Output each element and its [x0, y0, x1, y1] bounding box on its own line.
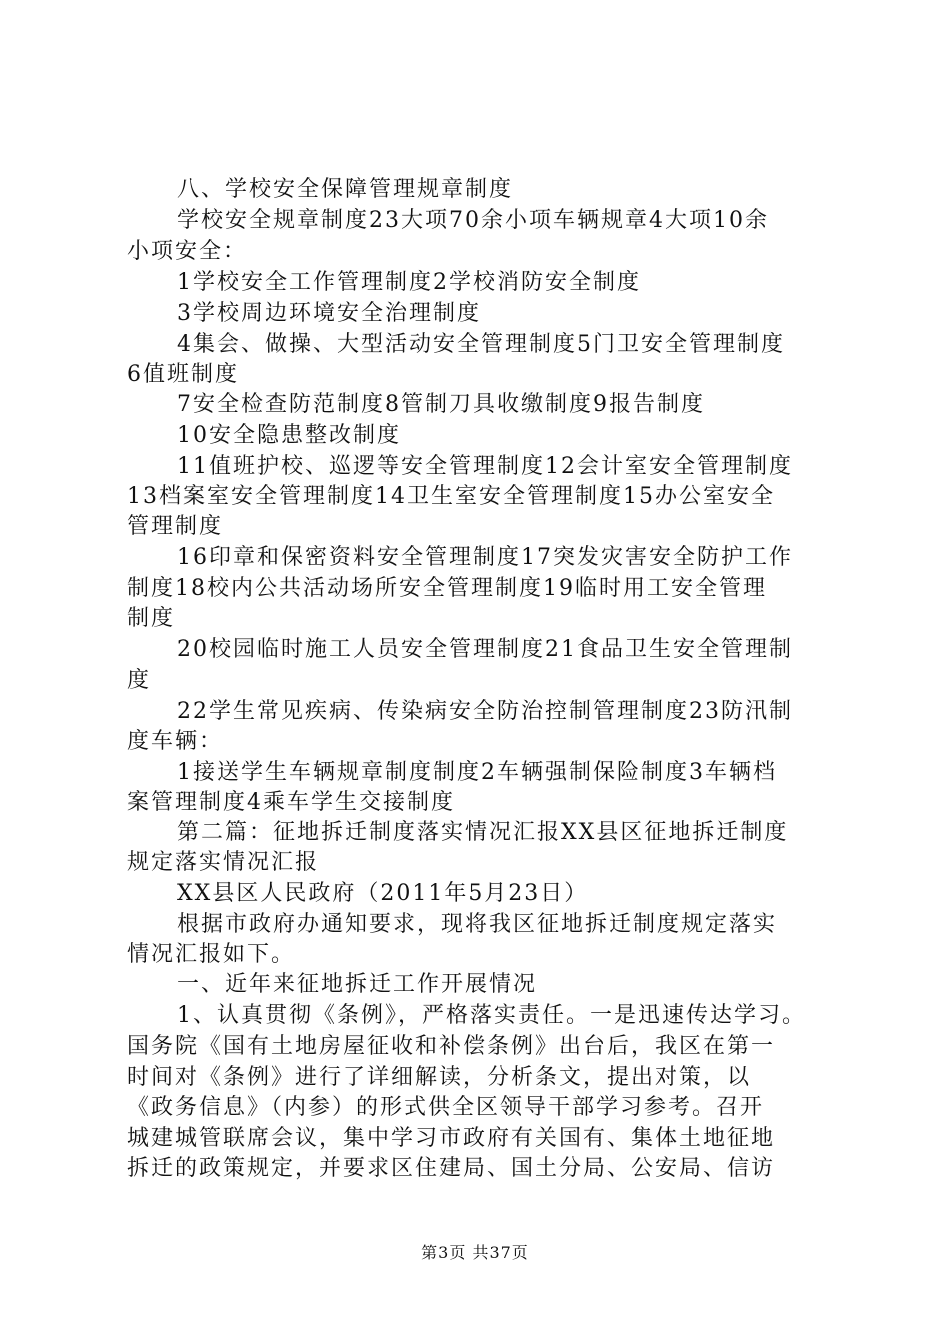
text-line: 4集会、做操、大型活动安全管理制度5门卫安全管理制度 [177, 332, 785, 357]
text-line: 16印章和保密资料安全管理制度17突发灾害安全防护工作 [177, 545, 793, 570]
text-line: 制度 [127, 606, 176, 631]
text-line: 时间对《条例》进行了详细解读，分析条文，提出对策，以 [127, 1065, 752, 1090]
text-line: 管理制度 [127, 514, 224, 539]
text-line: 第二篇：征地拆迁制度落实情况汇报XX县区征地拆迁制度 [177, 820, 789, 845]
text-line: 1学校安全工作管理制度2学校消防安全制度 [177, 270, 641, 295]
text-line: 20校园临时施工人员安全管理制度21食品卫生安全管理制 [177, 637, 793, 662]
text-line: 11值班护校、巡逻等安全管理制度12会计室安全管理制度 [177, 454, 793, 479]
text-line: 小项安全： [127, 239, 248, 264]
text-line: 7安全检查防范制度8管制刀具收缴制度9报告制度 [177, 392, 705, 417]
text-line: 《政务信息》（内参）的形式供全区领导干部学习参考。召开 [127, 1095, 765, 1120]
text-line: 13档案室安全管理制度14卫生室安全管理制度15办公室安全 [127, 484, 775, 509]
text-line: 学校安全规章制度23大项70余小项车辆规章4大项10余 [177, 208, 769, 233]
text-line: 制度18校内公共活动场所安全管理制度19临时用工安全管理 [127, 576, 767, 601]
text-line: 3学校周边环境安全治理制度 [177, 301, 481, 326]
text-line: 22学生常见疾病、传染病安全防治控制管理制度23防汛制 [177, 699, 793, 724]
page-number-footer: 第3页 共37页 [421, 1243, 529, 1262]
text-line: 根据市政府办通知要求，现将我区征地拆迁制度规定落实 [177, 912, 778, 937]
text-line: 一、近年来征地拆迁工作开展情况 [177, 972, 538, 997]
text-line: 城建城管联席会议，集中学习市政府有关国有、集体土地征地 [127, 1126, 776, 1151]
text-line: 案管理制度4乘车学生交接制度 [127, 790, 455, 815]
text-line: 6值班制度 [127, 362, 239, 387]
text-line: 1、认真贯彻《条例》，严格落实责任。一是迅速传达学习。 [177, 1003, 806, 1028]
text-line: 1接送学生车辆规章制度制度2车辆强制保险制度3车辆档 [177, 760, 777, 785]
text-line: 规定落实情况汇报 [127, 850, 320, 875]
text-line: 国务院《国有土地房屋征收和补偿条例》出台后，我区在第一 [127, 1034, 776, 1059]
text-line: 度车辆： [127, 729, 224, 754]
text-line: 拆迁的政策规定，并要求区住建局、国土分局、公安局、信访 [127, 1156, 776, 1181]
text-line: 八、学校安全保障管理规章制度 [177, 177, 514, 202]
text-line: 度 [127, 668, 152, 693]
text-line: 情况汇报如下。 [127, 942, 296, 967]
text-line: 10安全隐患整改制度 [177, 423, 401, 448]
text-line: XX县区人民政府（2011年5月23日） [177, 881, 589, 906]
